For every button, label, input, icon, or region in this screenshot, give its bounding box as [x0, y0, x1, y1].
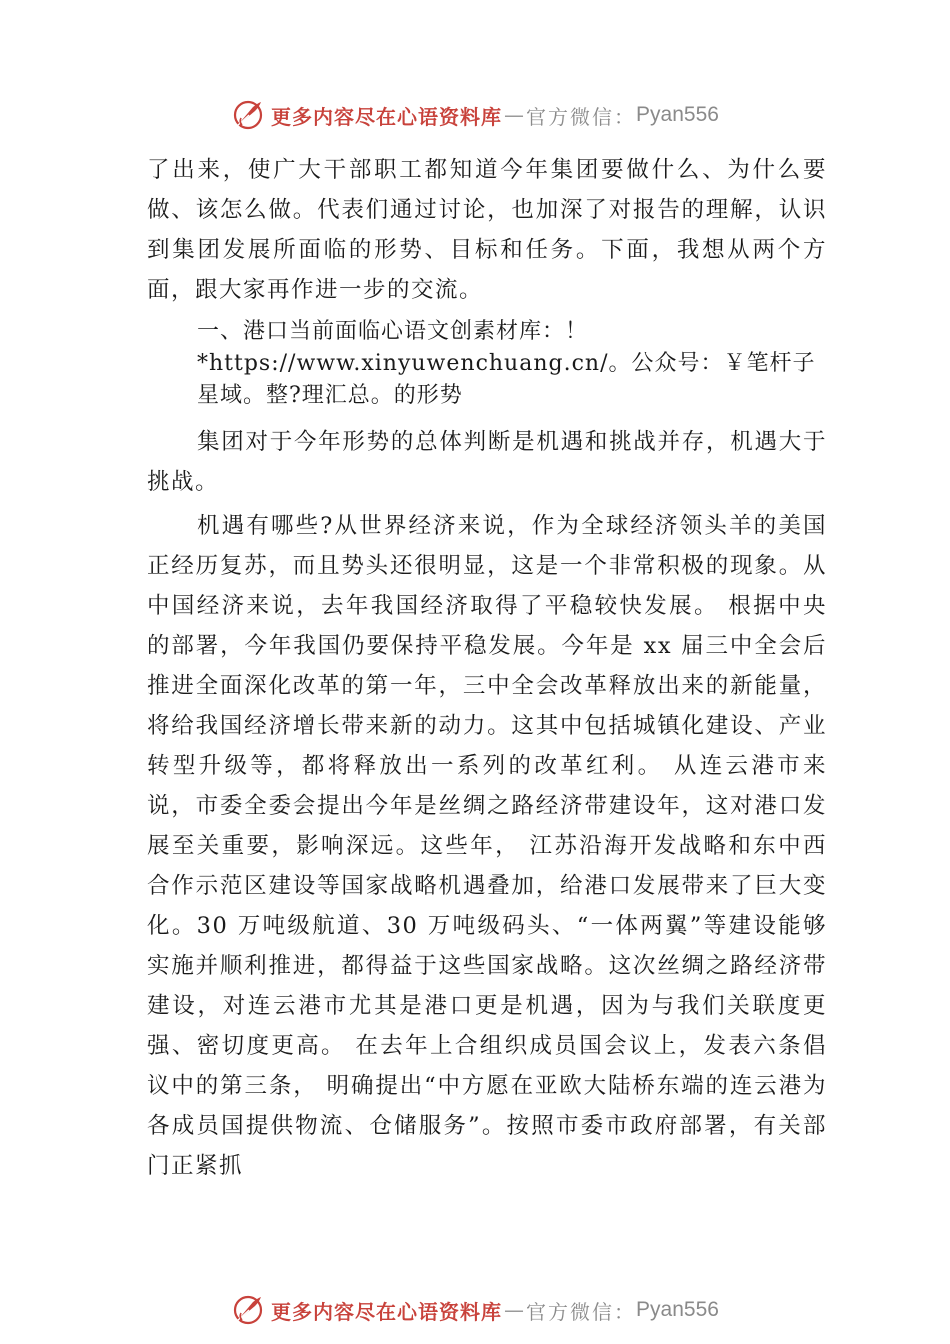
footer-wechat-label: 官方微信：: [526, 1299, 637, 1324]
footer-wechat-id: Pyan556: [636, 1298, 719, 1321]
header-dash: —: [504, 103, 525, 127]
footer-dash: —: [504, 1298, 525, 1322]
document-body: [147, 150, 827, 1186]
quill-logo-icon: [231, 1293, 265, 1327]
paragraph-continuation: 了出来，使广大干部职工都知道今年集团要做什么、为什么要做、该怎么做。代表们通过讨论，也加深了对报告的理解，认识到集团发展所面临的形势、目标和任务。下面，我想从两个方面，跟大家再作进一步的交流。: [147, 157, 827, 303]
header-wechat-label: 官方微信：: [526, 104, 637, 129]
paragraph-overall-judgement: 集团对于今年形势的总体判断是机遇和挑战并存，机遇大于挑战。: [147, 429, 827, 495]
footer-banner: [0, 1290, 950, 1330]
paragraph-opportunities: 机遇有哪些?从世界经济来说，作为全球经济领头羊的美国正经历复苏，而且势头还很明显，这是一个非常积极的现象。从中国经济来说，去年我国经济取得了平稳较快发展。 根据中央的部署，今年我国仍要保持平稳发展。今年是 xx 届三中全会后推进全面深化改革的第一年，三中全会改革释放出来的新能量，将给我国经济增长带来新的动力。这其中包括城镇化建设、产业转型升级等，都将释放出一系列的改革红利。 从连云港市来说，市委全委会提出今年是丝绸之路经济带建设年，这对港口发展至关重要，影响深远。这些年， 江苏沿海开发战略和东中西合作示范区建设等国家战略机遇叠加，给港口发展带来了巨大变化。30 万吨级航道、30 万吨级码头、“一体两翼”等建设能够实施并顺利推进，都得益于这些国家战略。这次丝绸之路经济带建设，对连云港市尤其是港口更是机遇，因为与我们关联度更强、密切度更高。 在去年上合组织成员国会议上，发表六条倡议中的第三条， 明确提出“中方愿在亚欧大陆桥东端的连云港为各成员国提供物流、仓储服务”。按照市委市政府部署，有关部门正紧抓: [147, 513, 827, 1179]
header-banner: [0, 95, 950, 135]
header-wechat-id: Pyan556: [636, 103, 719, 126]
footer-brand: 更多内容尽在心语资料库: [271, 1299, 503, 1324]
section-heading: 一、港口当前面临心语文创素材库：！*https://www.xinyuwenchuang.cn/。公众号：￥笔杆子星域。整?理汇总。的形势: [197, 319, 816, 408]
header-brand: 更多内容尽在心语资料库: [271, 104, 503, 129]
quill-logo-icon: [231, 98, 265, 132]
